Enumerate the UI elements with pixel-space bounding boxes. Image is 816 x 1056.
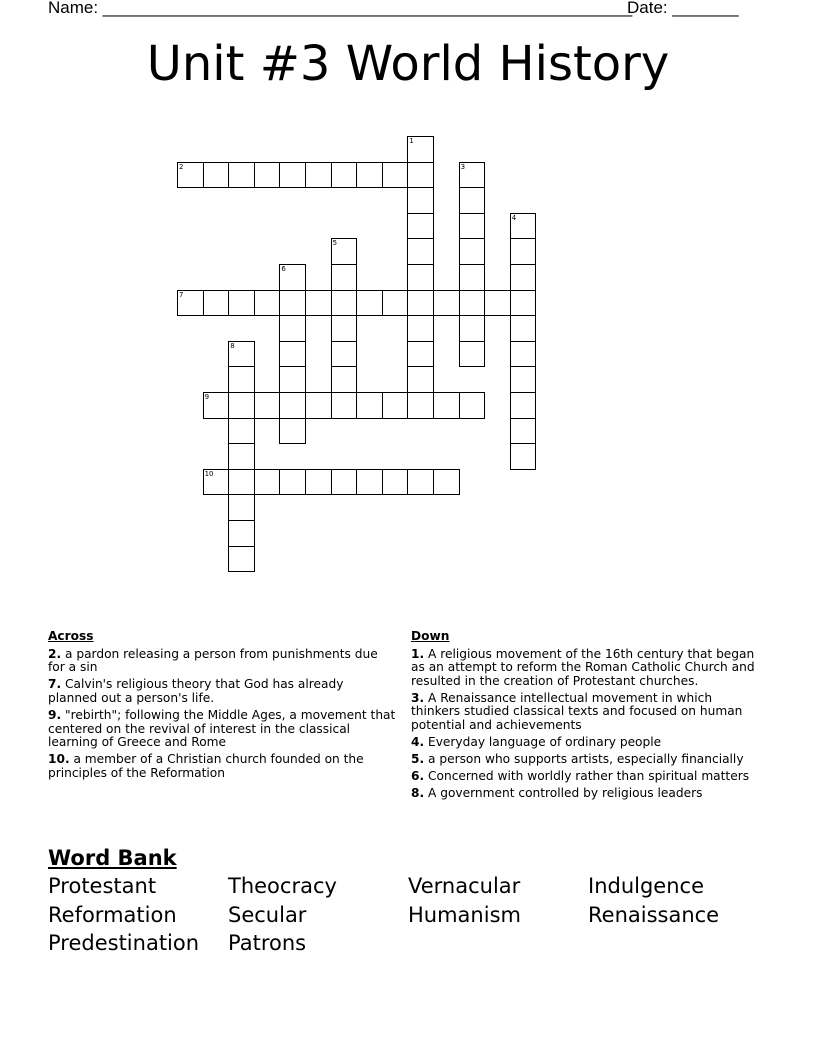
clue-number: 5 — [332, 239, 338, 248]
clue-number: 8 — [230, 341, 235, 350]
crossword-cell[interactable] — [228, 290, 255, 317]
crossword-cell[interactable] — [510, 418, 537, 445]
word-bank-item: Secular — [228, 902, 307, 927]
down-heading: Down — [411, 629, 450, 643]
crossword-cell[interactable] — [510, 315, 537, 342]
crossword-cell[interactable] — [177, 162, 204, 189]
crossword-cell[interactable] — [356, 290, 383, 317]
crossword-cell[interactable] — [407, 162, 434, 189]
crossword-cell[interactable] — [407, 187, 434, 214]
page-title: Unit #3 World History — [146, 36, 670, 92]
date-field-label[interactable]: Date: _______ — [627, 0, 739, 17]
crossword-cell[interactable] — [228, 469, 255, 496]
crossword-cell[interactable] — [407, 264, 434, 291]
across-clue-7: 7. Calvin's religious theory that God has already planned out a person's life. — [48, 677, 344, 705]
crossword-cell[interactable] — [459, 290, 486, 317]
clue-number: 1 — [409, 137, 414, 145]
crossword-cell[interactable] — [407, 469, 434, 496]
crossword-cell[interactable] — [382, 290, 409, 317]
crossword-cell[interactable] — [203, 290, 230, 317]
across-heading: Across — [48, 629, 94, 643]
crossword-cell[interactable] — [305, 392, 332, 419]
crossword-cell[interactable] — [407, 315, 434, 342]
word-bank-list — [48, 872, 768, 958]
crossword-cell[interactable] — [484, 290, 511, 317]
crossword-cell[interactable] — [407, 136, 434, 163]
crossword-cell[interactable] — [228, 162, 255, 189]
crossword-cell[interactable] — [228, 520, 255, 547]
crossword-cell[interactable] — [279, 392, 306, 419]
crossword-cell[interactable] — [279, 264, 306, 291]
crossword-cell[interactable] — [228, 443, 255, 470]
crossword-cell[interactable] — [331, 238, 358, 265]
crossword-cell[interactable] — [459, 392, 486, 419]
crossword-cell[interactable] — [382, 469, 409, 496]
word-bank-title: Word Bank — [48, 846, 177, 870]
crossword-cell[interactable] — [279, 418, 306, 445]
crossword-cell[interactable] — [331, 366, 358, 393]
crossword-cell[interactable] — [407, 213, 434, 240]
crossword-cell[interactable] — [433, 392, 460, 419]
crossword-cell[interactable] — [254, 290, 281, 317]
crossword-cell[interactable] — [279, 366, 306, 393]
crossword-cell[interactable] — [510, 264, 537, 291]
crossword-cell[interactable] — [203, 162, 230, 189]
crossword-cell[interactable] — [459, 213, 486, 240]
crossword-cell[interactable] — [510, 366, 537, 393]
crossword-cell[interactable] — [459, 315, 486, 342]
crossword-cell[interactable] — [279, 162, 306, 189]
crossword-cell[interactable] — [459, 238, 486, 265]
crossword-cell[interactable] — [510, 290, 537, 317]
name-field-label[interactable]: Name: ________________________________________________________ — [48, 0, 633, 17]
word-bank — [48, 844, 768, 958]
crossword-cell[interactable] — [305, 290, 332, 317]
word-bank-item: Renaissance — [588, 902, 720, 927]
down-clue-5: 5. a person who supports artists, especially financially — [411, 752, 744, 767]
crossword-cell[interactable] — [228, 392, 255, 419]
word-bank-item: Reformation — [48, 902, 177, 927]
crossword-cell[interactable] — [305, 469, 332, 496]
crossword-cell[interactable] — [228, 494, 255, 521]
across-clue-10: 10. a member of a Christian church founded on the principles of the Reformation — [48, 752, 364, 780]
crossword-cell[interactable] — [228, 366, 255, 393]
crossword-cell[interactable] — [356, 392, 383, 419]
crossword-cell[interactable] — [407, 238, 434, 265]
word-bank-item: Indulgence — [588, 874, 705, 898]
crossword-cell[interactable] — [279, 315, 306, 342]
crossword-cell[interactable] — [331, 162, 358, 189]
crossword-cell[interactable] — [356, 469, 383, 496]
word-bank-item: Vernacular — [408, 874, 521, 898]
down-clue-8: 8. A government controlled by religious leaders — [411, 786, 703, 801]
crossword-cell[interactable] — [203, 469, 230, 496]
crossword-cell[interactable] — [331, 469, 358, 496]
crossword-cell[interactable] — [510, 238, 537, 265]
clue-number: 6 — [281, 265, 286, 273]
crossword-cell[interactable] — [331, 264, 358, 291]
down-clue-6: 6. Concerned with worldly rather than spiritual matters — [411, 769, 750, 784]
crossword-cell[interactable] — [510, 213, 537, 240]
crossword-cell[interactable] — [407, 392, 434, 419]
clue-number: 2 — [179, 162, 184, 171]
crossword-cell[interactable] — [305, 162, 332, 189]
across-clue-2: 2. a pardon releasing a person from punishments due for a sin — [48, 646, 378, 675]
crossword-cell[interactable] — [407, 366, 434, 393]
down-clues — [411, 630, 761, 805]
crossword-cell[interactable] — [356, 162, 383, 189]
crossword-cell[interactable] — [407, 290, 434, 317]
clue-number: 3 — [460, 162, 466, 171]
word-bank-item: Theocracy — [228, 874, 337, 898]
crossword-cell[interactable] — [228, 418, 255, 445]
crossword-cell[interactable] — [510, 341, 537, 368]
crossword-cell[interactable] — [510, 443, 537, 470]
word-bank-item: Protestant — [48, 874, 157, 898]
down-clue-4: 4. Everyday language of ordinary people — [411, 735, 662, 750]
crossword-cell[interactable] — [331, 315, 358, 342]
crossword-cell[interactable] — [382, 392, 409, 419]
crossword-cell[interactable] — [459, 187, 486, 214]
crossword-cell[interactable] — [279, 341, 306, 368]
crossword-cell[interactable] — [279, 469, 306, 496]
crossword-cell[interactable] — [331, 341, 358, 368]
crossword-cell[interactable] — [459, 341, 486, 368]
word-bank-item: Patrons — [228, 931, 307, 955]
crossword-cell[interactable] — [459, 162, 486, 189]
crossword-cell[interactable] — [382, 162, 409, 189]
word-bank-item: Predestination — [48, 931, 200, 955]
crossword-cell[interactable] — [228, 341, 255, 368]
crossword-cell[interactable] — [177, 290, 204, 317]
crossword-cell[interactable] — [254, 392, 281, 419]
crossword-cell[interactable] — [459, 264, 486, 291]
crossword-cell[interactable] — [279, 290, 306, 317]
crossword-cell[interactable] — [254, 162, 281, 189]
crossword-cell[interactable] — [203, 392, 230, 419]
down-clue-3: 3. A Renaissance intellectual movement in which thinkers studied classical texts and focused on human potential and achievements — [411, 690, 743, 733]
crossword-cell[interactable] — [254, 469, 281, 496]
crossword-cell[interactable] — [433, 469, 460, 496]
across-clue-9: 9. "rebirth"; following the Middle Ages, a movement that centered on the revival of interest in the classical learning of Greece and Rome — [48, 707, 396, 750]
clue-number: 10 — [204, 469, 214, 478]
clue-number: 9 — [204, 393, 210, 401]
across-clues — [48, 630, 396, 784]
crossword-cell[interactable] — [331, 290, 358, 317]
crossword-cell[interactable] — [407, 341, 434, 368]
down-clue-1: 1. A religious movement of the 16th century that began as an attempt to reform the Roman Catholic Church and resulted in the creation of Protestant churches. — [411, 646, 755, 688]
crossword-cell[interactable] — [331, 392, 358, 419]
crossword-cell[interactable] — [228, 546, 255, 573]
clue-number: 4 — [511, 213, 517, 222]
crossword-cell[interactable] — [433, 290, 460, 317]
word-bank-item: Humanism — [408, 902, 521, 927]
clue-number: 7 — [179, 290, 184, 299]
crossword-cell[interactable] — [510, 392, 537, 419]
